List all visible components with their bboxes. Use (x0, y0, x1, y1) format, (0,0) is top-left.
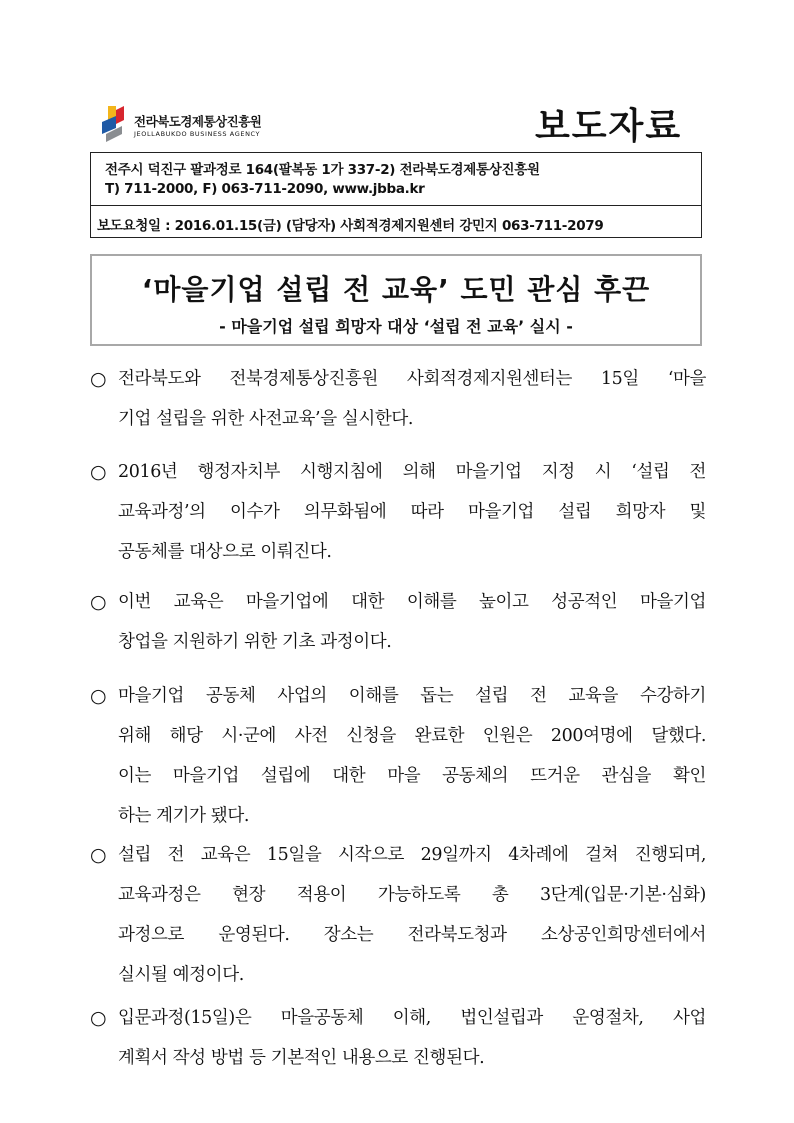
paragraph-line: 기업 설립을 위한 사전교육’을 실시한다. (118, 409, 414, 429)
release-request-line: 보도요청일 : 2016.01.15(금) (담당자) 사회적경제지원센터 강민지 063-711-2079 (97, 218, 604, 234)
address-line: 전주시 덕진구 팔과정로 164(팔복동 1가 337-2) 전라북도경제통상진흥원 (105, 162, 540, 178)
paragraph-line: 마을기업 공동체 사업의 이해를 돕는 설립 전 교육을 수강하기 (118, 686, 706, 706)
phone-fax-web-line: T) 711-2000, F) 063-711-2090, www.jbba.kr (105, 181, 425, 197)
paragraph-line: 2016년 행정자치부 시행지침에 의해 마을기업 지정 시 ‘설립 전 (118, 462, 706, 482)
body-paragraph (118, 589, 706, 669)
headline: ‘마을기업 설립 전 교육’ 도민 관심 후끈 (141, 273, 651, 306)
bullet-marker: ○ (90, 461, 107, 483)
agency-name: 전라북도경제통상진흥원 (134, 114, 262, 129)
document-type-title: 보도자료 (535, 106, 683, 147)
paragraph-line: 계획서 작성 방법 등 기본적인 내용으로 진행된다. (118, 1048, 485, 1068)
paragraph-line: 입문과정(15일)은 마을공동체 이해, 법인설립과 운영절차, 사업 (118, 1008, 706, 1028)
body-paragraph (118, 1005, 706, 1085)
paragraph-line: 위해 해당 시·군에 사전 신청을 완료한 인원은 200여명에 달했다. (118, 726, 706, 746)
agency-english-name: JEOLLABUKDO BUSINESS AGENCY (134, 130, 261, 138)
paragraph-line: 창업을 지원하기 위한 기초 과정이다. (118, 632, 392, 652)
bullet-marker: ○ (90, 591, 107, 613)
bullet-marker: ○ (90, 685, 107, 707)
paragraph-line: 교육과정’의 이수가 의무화됨에 따라 마을기업 설립 희망자 및 (118, 502, 706, 522)
body-paragraph (118, 459, 706, 579)
bullet-marker: ○ (90, 844, 107, 866)
title-box (90, 254, 702, 346)
info-divider (91, 205, 701, 206)
paragraph-line: 전라북도와 전북경제통상진흥원 사회적경제지원센터는 15일 ‘마을 (118, 369, 706, 389)
paragraph-line: 공동체를 대상으로 이뤄진다. (118, 542, 332, 562)
contact-info-box (90, 152, 702, 238)
paragraph-line: 실시될 예정이다. (118, 965, 244, 985)
body-paragraph (118, 683, 706, 843)
paragraph-line: 이는 마을기업 설립에 대한 마을 공동체의 뜨거운 관심을 확인 (118, 766, 706, 786)
bullet-marker: ○ (90, 368, 107, 390)
paragraph-line: 설립 전 교육은 15일을 시작으로 29일까지 4차례에 걸쳐 진행되며, (118, 845, 706, 865)
agency-logo (100, 104, 300, 148)
body-paragraph (118, 842, 706, 1002)
paragraph-line: 과정으로 운영된다. 장소는 전라북도청과 소상공인희망센터에서 (118, 925, 706, 945)
agency-logo-mark-icon (100, 104, 130, 144)
paragraph-line: 교육과정은 현장 적용이 가능하도록 총 3단계(입문·기본·심화) (118, 885, 706, 905)
body-paragraph (118, 366, 706, 446)
bullet-marker: ○ (90, 1007, 107, 1029)
subheadline: - 마을기업 설립 희망자 대상 ‘설립 전 교육’ 실시 - (219, 317, 573, 336)
paragraph-line: 하는 계기가 됐다. (118, 806, 250, 826)
paragraph-line: 이번 교육은 마을기업에 대한 이해를 높이고 성공적인 마을기업 (118, 592, 706, 612)
